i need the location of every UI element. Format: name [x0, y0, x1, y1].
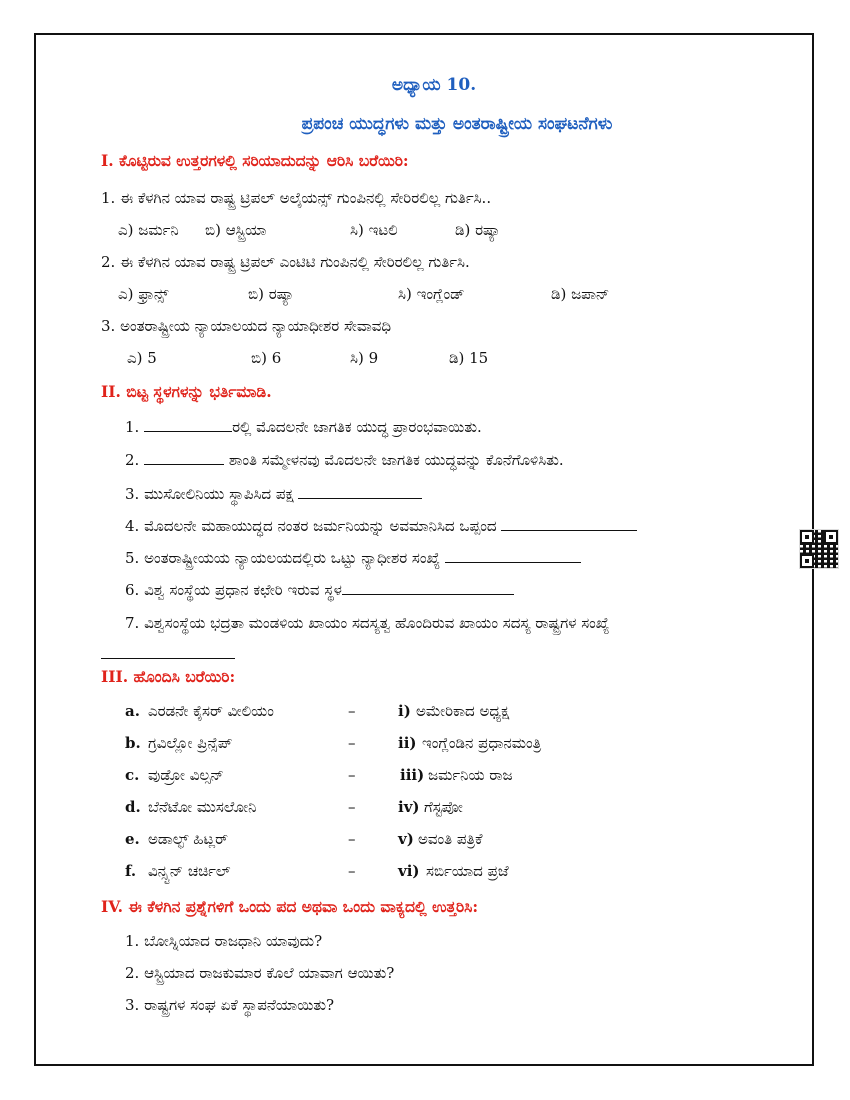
question-3: 3. ಅಂತರಾಷ್ಟ್ರೀಯ ನ್ಯಾಯಾಲಯದ ನ್ಯಾಯಾಧೀಶರ ಸೇವಾವಧಿ: [101, 317, 392, 335]
answer-blank[interactable]: [501, 517, 637, 531]
q1-option-b: ಬಿ) ಆಸ್ಟ್ರಿಯಾ: [205, 221, 267, 239]
qr-code-icon: [800, 530, 838, 568]
fill-item-3: 3. ಮುಸೋಲಿನಿಯು ಸ್ಥಾಪಿಸಿದ ಪಕ್ಷ: [125, 485, 422, 503]
match-dash: –: [348, 830, 356, 848]
question-2: 2. ಈ ಕೆಳಗಿನ ಯಾವ ರಾಷ್ಟ್ರ ಟ್ರಿಪಲ್ ಎಂಟಿಟಿ ಗುಂಪಿನಲ್ಲಿ ಸೇರಿರಲಿಲ್ಲ ಗುರ್ತಿಸಿ.: [101, 253, 470, 271]
match-right: ಇಂಗ್ಲೆಂಡಿನ ಪ್ರಧಾನಮಂತ್ರಿ: [422, 734, 542, 752]
answer-blank[interactable]: [445, 549, 581, 563]
q2-option-c: ಸಿ) ಇಂಗ್ಲೆಂಡ್: [398, 285, 465, 303]
section-4-heading: IV. ಈ ಕೆಳಗಿನ ಪ್ರಶ್ನೆಗಳಿಗೆ ಒಂದು ಪದ ಅಥವಾ ಒಂದು ವಾಕ್ಯದಲ್ಲಿ ಉತ್ತರಿಸಿ:: [101, 897, 479, 916]
short-question-1: 1. ಬೋಸ್ನಿಯಾದ ರಾಜಧಾನಿ ಯಾವುದು?: [125, 932, 323, 950]
match-right: ಜರ್ಮನಿಯ ರಾಜ: [428, 766, 513, 784]
match-letter: a.: [125, 702, 140, 720]
answer-blank[interactable]: [101, 658, 235, 659]
match-right: ಸರ್ಬಿಯಾದ ಪ್ರಜೆ: [426, 862, 509, 880]
q1-option-d: ಡಿ) ರಷ್ಯಾ: [455, 221, 501, 239]
match-num: i): [398, 702, 411, 720]
q3-option-b: ಬಿ) 6: [251, 349, 282, 367]
section-1-heading: I. ಕೊಟ್ಟಿರುವ ಉತ್ತರಗಳಲ್ಲಿ ಸರಿಯಾದುದನ್ನು ಆರಿಸಿ ಬರೆಯಿರಿ:: [101, 151, 409, 170]
fill-item-2: 2. ಶಾಂತಿ ಸಮ್ಮೇಳನವು ಮೊದಲನೇ ಜಾಗತಿಕ ಯುದ್ಧವನ್ನು ಕೊನೆಗೊಳಿಸಿತು.: [125, 451, 564, 469]
match-num: iii): [400, 766, 425, 784]
match-left: ಎರಡನೇ ಕೈಸರ್ ವೀಲಿಯಂ: [148, 702, 274, 720]
fill-item-4: 4. ಮೊದಲನೇ ಮಹಾಯುದ್ಧದ ನಂತರ ಜರ್ಮನಿಯನ್ನು ಅವಮಾನಿಸಿದ ಒಪ್ಪಂದ: [125, 517, 637, 535]
q3-option-d: ಡಿ) 15: [449, 349, 489, 367]
match-dash: –: [348, 798, 356, 816]
answer-blank[interactable]: [342, 581, 514, 595]
match-dash: –: [348, 734, 356, 752]
match-right: ಗೆಸ್ಟಪೋ: [424, 798, 463, 816]
chapter-title: ಪ್ರಪಂಚ ಯುದ್ಧಗಳು ಮತ್ತು ಅಂತರಾಷ್ಟ್ರೀಯ ಸಂಘಟನೆಗಳು: [301, 114, 613, 134]
match-letter: d.: [125, 798, 141, 816]
short-question-3: 3. ರಾಷ್ಟ್ರಗಳ ಸಂಘ ಏಕೆ ಸ್ಥಾಪನೆಯಾಯಿತು?: [125, 996, 335, 1014]
section-3-heading: III. ಹೊಂದಿಸಿ ಬರೆಯಿರಿ:: [101, 667, 236, 686]
qr-finder: [824, 530, 838, 544]
match-left: ಅಡಾಲ್ಫ್ ಹಿಟ್ಲರ್: [148, 830, 228, 848]
match-dash: –: [348, 862, 356, 880]
match-left: ವುಡ್ರೋ ವಿಲ್ಸನ್: [148, 766, 224, 784]
match-num: vi): [398, 862, 420, 880]
q3-option-a: ಎ) 5: [127, 349, 157, 367]
qr-finder: [800, 530, 814, 544]
match-right: ಅಮೇರಿಕಾದ ಅಧ್ಯಕ್ಷ: [416, 702, 510, 720]
match-left: ವಿನ್ಸ್ಟನ್ ಚರ್ಚಿಲ್: [148, 862, 231, 880]
match-letter: b.: [125, 734, 141, 752]
q2-option-b: ಬಿ) ರಷ್ಯಾ: [248, 285, 295, 303]
answer-blank[interactable]: [144, 451, 224, 465]
fill-item-7: 7. ವಿಶ್ವಸಂಸ್ಥೆಯ ಭದ್ರತಾ ಮಂಡಳಿಯ ಖಾಯಂ ಸದಸ್ಯತ್ವ ಹೊಂದಿರುವ ಖಾಯಂ ಸದಸ್ಯ ರಾಷ್ಟ್ರಗಳ ಸಂಖ್ಯೆ: [125, 614, 610, 632]
match-letter: e.: [125, 830, 140, 848]
q2-option-d: ಡಿ) ಜಪಾನ್: [551, 285, 610, 303]
match-num: v): [398, 830, 414, 848]
fill-item-1: 1. ರಲ್ಲಿ ಮೊದಲನೇ ಜಾಗತಿಕ ಯುದ್ಧ ಪ್ರಾರಂಭವಾಯಿತು.: [125, 418, 482, 436]
q1-option-c: ಸಿ) ಇಟಲಿ: [350, 221, 398, 239]
section-2-heading: II. ಬಿಟ್ಟ ಸ್ಥಳಗಳನ್ನು ಭರ್ತಿಮಾಡಿ.: [101, 382, 272, 401]
q2-option-a: ಎ) ಫ್ರಾನ್ಸ್: [118, 285, 169, 303]
q1-option-a: ಎ) ಜರ್ಮನಿ: [118, 221, 179, 239]
match-num: iv): [398, 798, 420, 816]
match-dash: –: [348, 702, 356, 720]
fill-item-5: 5. ಅಂತರಾಷ್ಟ್ರೀಯಯ ನ್ಯಾಯಲಯದಲ್ಲಿರು ಒಟ್ಟು ನ್ಯಾಧೀಶರ ಸಂಖ್ಯೆ: [125, 549, 581, 567]
question-1: 1. ಈ ಕೆಳಗಿನ ಯಾವ ರಾಷ್ಟ್ರ ಟ್ರಿಪಲ್ ಅಲೈಯನ್ಸ್ ಗುಂಪಿನಲ್ಲಿ ಸೇರಿರಲಿಲ್ಲ ಗುರ್ತಿಸಿ..: [101, 189, 492, 207]
qr-finder: [800, 554, 814, 568]
match-letter: c.: [125, 766, 140, 784]
short-question-2: 2. ಆಸ್ಟ್ರಿಯಾದ ರಾಜಕುಮಾರ ಕೊಲೆ ಯಾವಾಗ ಆಯಿತು?: [125, 964, 395, 982]
q3-option-c: ಸಿ) 9: [350, 349, 379, 367]
match-left: ಬೆನೆಟೋ ಮುಸಲೋನಿ: [148, 798, 257, 816]
match-num: ii): [398, 734, 417, 752]
match-left: ಗ್ರವಿಲ್ಲೋ ಪ್ರಿನ್ಸೆಪ್: [148, 734, 233, 752]
match-letter: f.: [125, 862, 137, 880]
fill-item-6: 6. ವಿಶ್ವ ಸಂಸ್ಥೆಯ ಪ್ರಧಾನ ಕಛೇರಿ ಇರುವ ಸ್ಥಳ: [125, 581, 514, 599]
match-right: ಅವಂತಿ ಪತ್ರಿಕೆ: [418, 830, 483, 848]
answer-blank[interactable]: [298, 485, 422, 499]
match-dash: –: [348, 766, 356, 784]
chapter-number: ಅಧ್ಯಾಯ 10.: [391, 75, 477, 95]
answer-blank[interactable]: [144, 418, 232, 432]
